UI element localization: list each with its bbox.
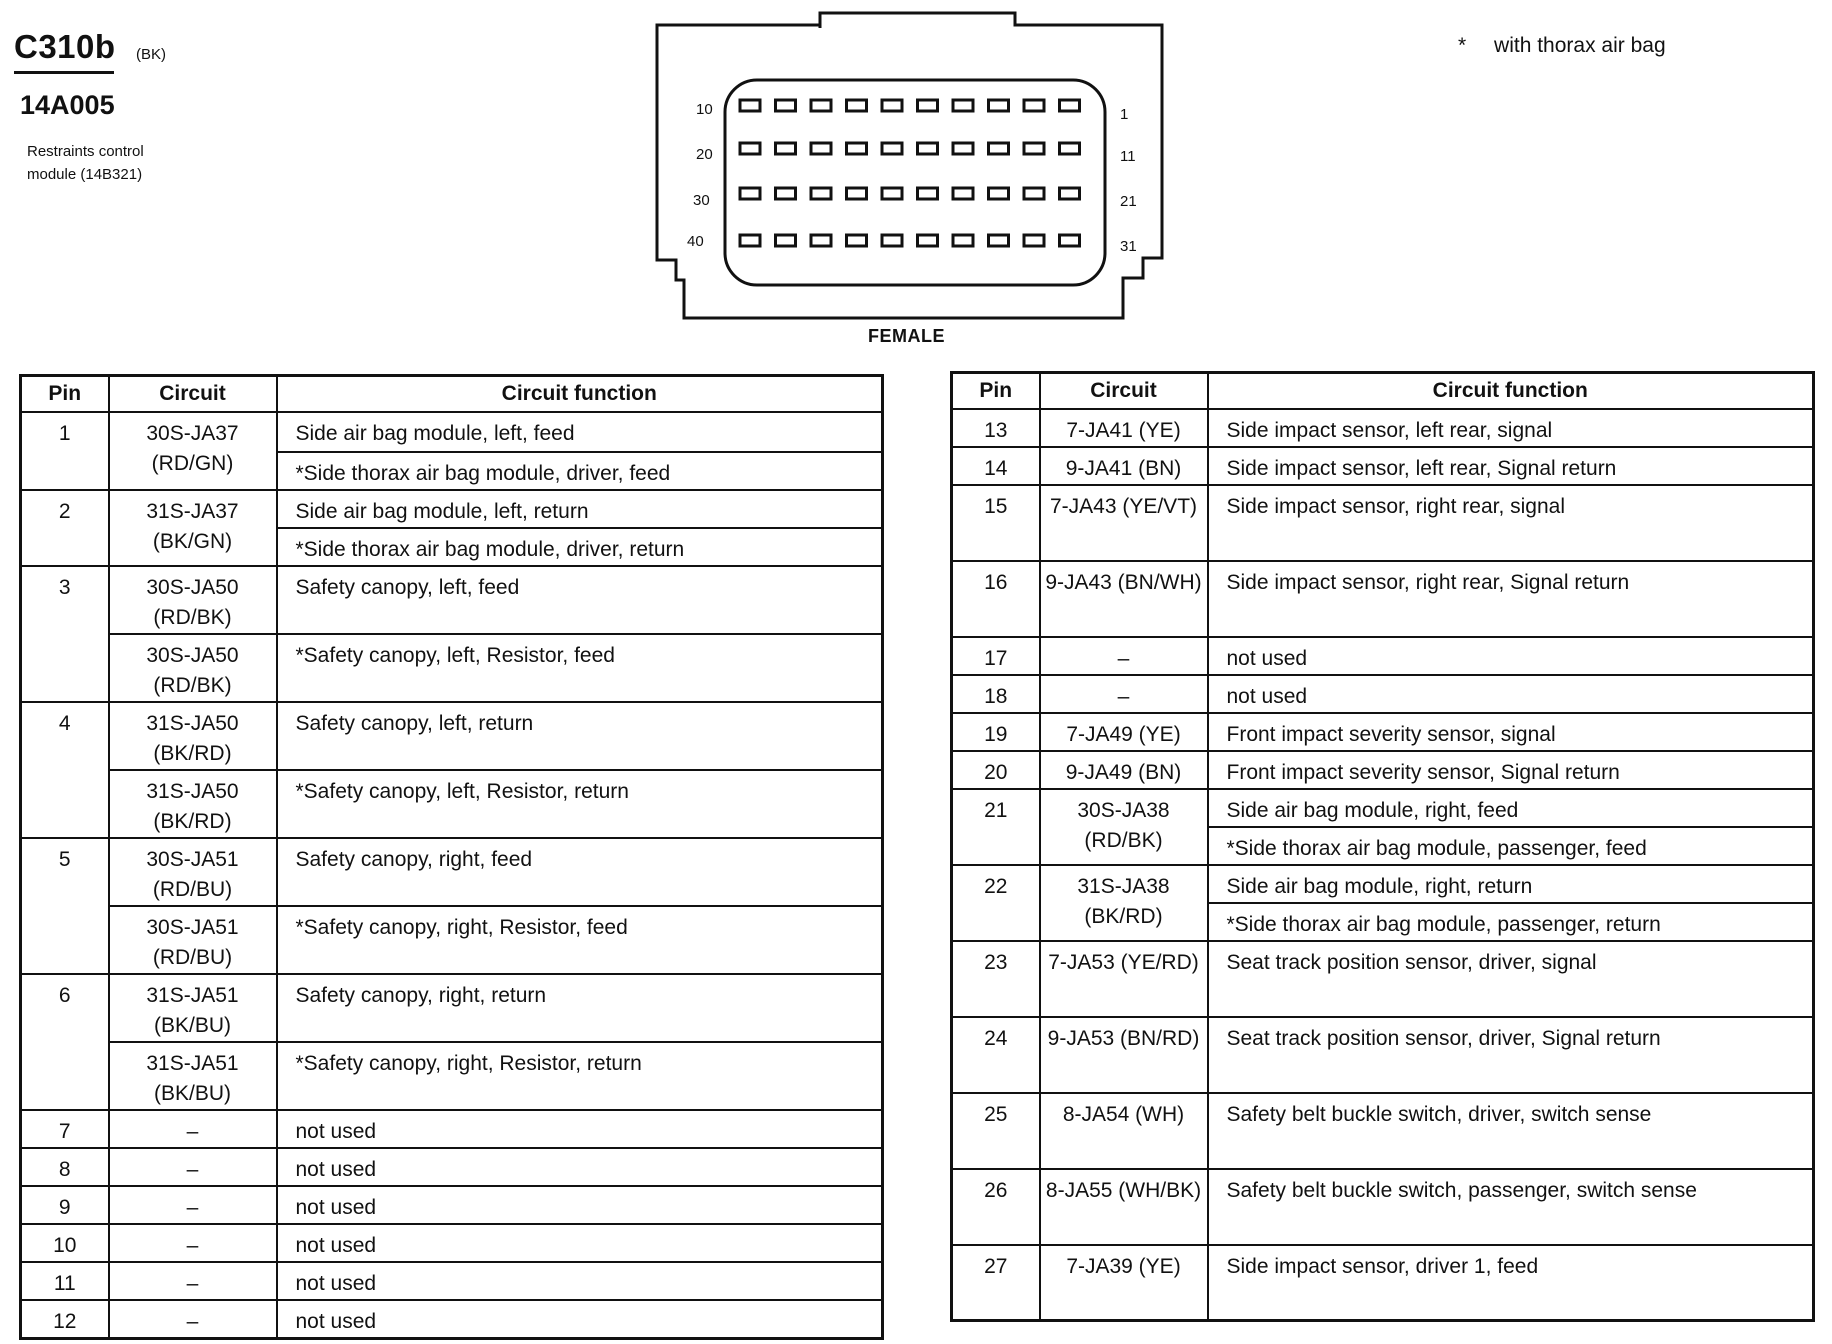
table-row bbox=[21, 1300, 883, 1339]
circuit-function: not used bbox=[277, 1224, 883, 1262]
pin-cavity bbox=[740, 100, 760, 111]
table-row bbox=[21, 1224, 883, 1262]
pin-number: 17 bbox=[952, 637, 1040, 675]
pin-number: 13 bbox=[952, 409, 1040, 447]
circuit-function: Safety canopy, right, return bbox=[277, 974, 883, 1042]
connector-gender-label: FEMALE bbox=[868, 326, 945, 346]
pin-number: 14 bbox=[952, 447, 1040, 485]
circuit-function: Safety canopy, left, return bbox=[277, 702, 883, 770]
pin-number: 27 bbox=[952, 1245, 1040, 1321]
table-row bbox=[952, 713, 1814, 751]
circuit-id: 8-JA55 (WH/BK) bbox=[1040, 1169, 1208, 1245]
table-row bbox=[21, 634, 883, 702]
row-label-right-4: 31 bbox=[1120, 238, 1137, 255]
circuit-function: Safety belt buckle switch, driver, switch sense bbox=[1208, 1093, 1814, 1169]
circuit-id: 7-JA39 (YE) bbox=[1040, 1245, 1208, 1321]
pin-cavity bbox=[953, 235, 973, 246]
footnote bbox=[1458, 34, 1666, 58]
pin-cavity bbox=[776, 100, 796, 111]
circuit-function: Seat track position sensor, driver, Signal return bbox=[1208, 1017, 1814, 1093]
circuit-function: Front impact severity sensor, Signal return bbox=[1208, 751, 1814, 789]
pin-cavity bbox=[882, 188, 902, 199]
table-header-row bbox=[952, 373, 1814, 409]
part-number: 14A005 bbox=[20, 90, 115, 120]
circuit-id: 30S-JA51 (RD/BU) bbox=[109, 838, 277, 906]
pin-cavity bbox=[989, 143, 1009, 154]
table-row bbox=[21, 1262, 883, 1300]
pin-number: 6 bbox=[21, 974, 109, 1110]
table-row bbox=[952, 1093, 1814, 1169]
circuit-function: Side impact sensor, left rear, signal bbox=[1208, 409, 1814, 447]
table-row bbox=[952, 865, 1814, 903]
column-header-circuit: Circuit bbox=[109, 376, 277, 412]
circuit-id: 30S-JA37 (RD/GN) bbox=[109, 412, 277, 490]
pin-number: 19 bbox=[952, 713, 1040, 751]
description-line-2: module (14B321) bbox=[27, 166, 143, 183]
circuit-id: 30S-JA51 (RD/BU) bbox=[109, 906, 277, 974]
circuit-function: *Safety canopy, left, Resistor, return bbox=[277, 770, 883, 838]
pin-cavity bbox=[740, 143, 760, 154]
circuit-id: – bbox=[109, 1186, 277, 1224]
pin-cavity bbox=[811, 188, 831, 199]
pinout-rows-right bbox=[952, 409, 1814, 1321]
table-row bbox=[952, 485, 1814, 561]
circuit-id: – bbox=[109, 1224, 277, 1262]
circuit-function: Side impact sensor, left rear, Signal return bbox=[1208, 447, 1814, 485]
circuit-function: *Side thorax air bag module, driver, return bbox=[277, 528, 883, 566]
connector-code-underline bbox=[14, 71, 114, 74]
circuit-function: Side impact sensor, driver 1, feed bbox=[1208, 1245, 1814, 1321]
circuit-id: 9-JA41 (BN) bbox=[1040, 447, 1208, 485]
table-row bbox=[952, 789, 1814, 827]
pin-cavity bbox=[1060, 100, 1080, 111]
footnote-text: with thorax air bag bbox=[1494, 34, 1666, 57]
pin-cavity bbox=[740, 235, 760, 246]
module-description bbox=[27, 140, 247, 186]
pin-cavity bbox=[1024, 100, 1044, 111]
pin-cavity bbox=[953, 100, 973, 111]
pin-cavity bbox=[776, 235, 796, 246]
circuit-id: 30S-JA50 (RD/BK) bbox=[109, 566, 277, 634]
table-row bbox=[21, 490, 883, 528]
table-header-row bbox=[21, 376, 883, 412]
table-row bbox=[21, 1186, 883, 1224]
table-row bbox=[21, 906, 883, 974]
pin-number: 8 bbox=[21, 1148, 109, 1186]
pin-cavity bbox=[882, 143, 902, 154]
pin-grid bbox=[740, 100, 1080, 246]
pin-number: 12 bbox=[21, 1300, 109, 1339]
table-row bbox=[952, 751, 1814, 789]
table-row bbox=[952, 675, 1814, 713]
table-row bbox=[21, 566, 883, 634]
pin-cavity bbox=[1024, 235, 1044, 246]
circuit-id: 31S-JA51 (BK/BU) bbox=[109, 1042, 277, 1110]
pin-number: 16 bbox=[952, 561, 1040, 637]
pin-cavity bbox=[776, 188, 796, 199]
pin-cavity bbox=[953, 143, 973, 154]
table-row bbox=[952, 941, 1814, 1017]
pin-number: 4 bbox=[21, 702, 109, 838]
pin-number: 5 bbox=[21, 838, 109, 974]
table-row bbox=[952, 1245, 1814, 1321]
pin-cavity bbox=[989, 100, 1009, 111]
pin-cavity bbox=[811, 100, 831, 111]
circuit-function: *Side thorax air bag module, passenger, return bbox=[1208, 903, 1814, 941]
circuit-function: Side air bag module, right, return bbox=[1208, 865, 1814, 903]
table-row bbox=[952, 561, 1814, 637]
circuit-id: 9-JA53 (BN/RD) bbox=[1040, 1017, 1208, 1093]
circuit-id: 7-JA41 (YE) bbox=[1040, 409, 1208, 447]
table-row bbox=[21, 838, 883, 906]
circuit-function: Side air bag module, left, feed bbox=[277, 412, 883, 452]
pin-number: 2 bbox=[21, 490, 109, 566]
pin-cavity bbox=[1024, 143, 1044, 154]
circuit-id: – bbox=[1040, 675, 1208, 713]
table-row bbox=[21, 1110, 883, 1148]
pin-cavity bbox=[1060, 235, 1080, 246]
circuit-function: Side impact sensor, right rear, signal bbox=[1208, 485, 1814, 561]
circuit-function: not used bbox=[1208, 675, 1814, 713]
column-header-pin: Pin bbox=[21, 376, 109, 412]
pin-cavity bbox=[882, 100, 902, 111]
circuit-function: not used bbox=[277, 1186, 883, 1224]
circuit-id: 9-JA49 (BN) bbox=[1040, 751, 1208, 789]
circuit-id: – bbox=[1040, 637, 1208, 675]
circuit-function: not used bbox=[277, 1110, 883, 1148]
row-label-left-3: 30 bbox=[693, 192, 710, 209]
pin-cavity bbox=[882, 235, 902, 246]
row-label-left-4: 40 bbox=[687, 233, 704, 250]
pin-cavity bbox=[989, 188, 1009, 199]
row-label-right-1: 1 bbox=[1120, 106, 1129, 123]
pinout-table-right bbox=[950, 371, 1815, 1322]
table-row bbox=[952, 1169, 1814, 1245]
connector-color: (BK) bbox=[136, 46, 166, 63]
pin-number: 10 bbox=[21, 1224, 109, 1262]
connector-face-diagram bbox=[640, 8, 1200, 324]
circuit-id: 31S-JA50 (BK/RD) bbox=[109, 702, 277, 770]
pin-number: 22 bbox=[952, 865, 1040, 941]
pin-cavity bbox=[989, 235, 1009, 246]
pin-number: 25 bbox=[952, 1093, 1040, 1169]
table-row bbox=[21, 412, 883, 452]
circuit-id: – bbox=[109, 1110, 277, 1148]
circuit-function: *Safety canopy, left, Resistor, feed bbox=[277, 634, 883, 702]
pin-cavity bbox=[1060, 188, 1080, 199]
row-label-right-2: 11 bbox=[1120, 148, 1136, 165]
pin-cavity bbox=[918, 100, 938, 111]
circuit-id: – bbox=[109, 1148, 277, 1186]
row-label-left-1: 10 bbox=[696, 101, 713, 118]
table-row bbox=[952, 409, 1814, 447]
pin-cavity bbox=[811, 235, 831, 246]
column-header-pin: Pin bbox=[952, 373, 1040, 409]
circuit-function: *Side thorax air bag module, passenger, feed bbox=[1208, 827, 1814, 865]
circuit-function: *Safety canopy, right, Resistor, return bbox=[277, 1042, 883, 1110]
circuit-id: – bbox=[109, 1300, 277, 1339]
table-row bbox=[952, 1017, 1814, 1093]
circuit-id: 31S-JA38 (BK/RD) bbox=[1040, 865, 1208, 941]
circuit-id: 8-JA54 (WH) bbox=[1040, 1093, 1208, 1169]
connector-code: C310b bbox=[14, 28, 116, 65]
pin-cavity bbox=[1024, 188, 1044, 199]
table-row bbox=[21, 974, 883, 1042]
circuit-id: 7-JA53 (YE/RD) bbox=[1040, 941, 1208, 1017]
column-header-function: Circuit function bbox=[1208, 373, 1814, 409]
pin-number: 23 bbox=[952, 941, 1040, 1017]
table-row bbox=[952, 637, 1814, 675]
pin-cavity bbox=[847, 188, 867, 199]
table-row bbox=[21, 1042, 883, 1110]
circuit-id: 30S-JA38 (RD/BK) bbox=[1040, 789, 1208, 865]
table-row bbox=[21, 702, 883, 770]
pin-cavity bbox=[953, 188, 973, 199]
pin-cavity bbox=[918, 143, 938, 154]
pin-number: 15 bbox=[952, 485, 1040, 561]
pin-number: 9 bbox=[21, 1186, 109, 1224]
circuit-function: Safety canopy, left, feed bbox=[277, 566, 883, 634]
circuit-id: 30S-JA50 (RD/BK) bbox=[109, 634, 277, 702]
footnote-symbol: * bbox=[1458, 34, 1467, 57]
circuit-function: not used bbox=[277, 1262, 883, 1300]
circuit-function: not used bbox=[277, 1300, 883, 1339]
circuit-id: 31S-JA37 (BK/GN) bbox=[109, 490, 277, 566]
circuit-function: Side impact sensor, right rear, Signal return bbox=[1208, 561, 1814, 637]
pin-cavity bbox=[811, 143, 831, 154]
circuit-id: 7-JA49 (YE) bbox=[1040, 713, 1208, 751]
pinout-table-left bbox=[19, 374, 884, 1340]
circuit-function: Side air bag module, right, feed bbox=[1208, 789, 1814, 827]
table-row bbox=[952, 447, 1814, 485]
circuit-id: 31S-JA51 (BK/BU) bbox=[109, 974, 277, 1042]
pin-cavity bbox=[847, 235, 867, 246]
pin-cavity bbox=[740, 188, 760, 199]
circuit-function: Safety canopy, right, feed bbox=[277, 838, 883, 906]
circuit-function: *Side thorax air bag module, driver, feed bbox=[277, 452, 883, 490]
pin-cavity bbox=[847, 143, 867, 154]
column-header-circuit: Circuit bbox=[1040, 373, 1208, 409]
circuit-id: 7-JA43 (YE/VT) bbox=[1040, 485, 1208, 561]
pin-number: 18 bbox=[952, 675, 1040, 713]
circuit-function: Side air bag module, left, return bbox=[277, 490, 883, 528]
pin-number: 20 bbox=[952, 751, 1040, 789]
circuit-function: not used bbox=[277, 1148, 883, 1186]
table-row bbox=[21, 1148, 883, 1186]
row-label-right-3: 21 bbox=[1120, 193, 1137, 210]
pinout-rows-left bbox=[21, 412, 883, 1339]
circuit-function: Front impact severity sensor, signal bbox=[1208, 713, 1814, 751]
pin-cavity bbox=[918, 235, 938, 246]
circuit-function: not used bbox=[1208, 637, 1814, 675]
circuit-id: 31S-JA50 (BK/RD) bbox=[109, 770, 277, 838]
pin-cavity bbox=[918, 188, 938, 199]
column-header-function: Circuit function bbox=[277, 376, 883, 412]
circuit-id: 9-JA43 (BN/WH) bbox=[1040, 561, 1208, 637]
row-label-left-2: 20 bbox=[696, 146, 713, 163]
circuit-id: – bbox=[109, 1262, 277, 1300]
pin-cavity bbox=[847, 100, 867, 111]
pin-number: 11 bbox=[21, 1262, 109, 1300]
circuit-function: *Safety canopy, right, Resistor, feed bbox=[277, 906, 883, 974]
pin-number: 21 bbox=[952, 789, 1040, 865]
pin-number: 24 bbox=[952, 1017, 1040, 1093]
pin-cavity bbox=[776, 143, 796, 154]
circuit-function: Safety belt buckle switch, passenger, switch sense bbox=[1208, 1169, 1814, 1245]
circuit-function: Seat track position sensor, driver, signal bbox=[1208, 941, 1814, 1017]
pin-number: 3 bbox=[21, 566, 109, 702]
pin-number: 7 bbox=[21, 1110, 109, 1148]
description-line-1: Restraints control bbox=[27, 143, 144, 160]
pin-number: 26 bbox=[952, 1169, 1040, 1245]
pin-number: 1 bbox=[21, 412, 109, 490]
pin-cavity bbox=[1060, 143, 1080, 154]
table-row bbox=[21, 770, 883, 838]
